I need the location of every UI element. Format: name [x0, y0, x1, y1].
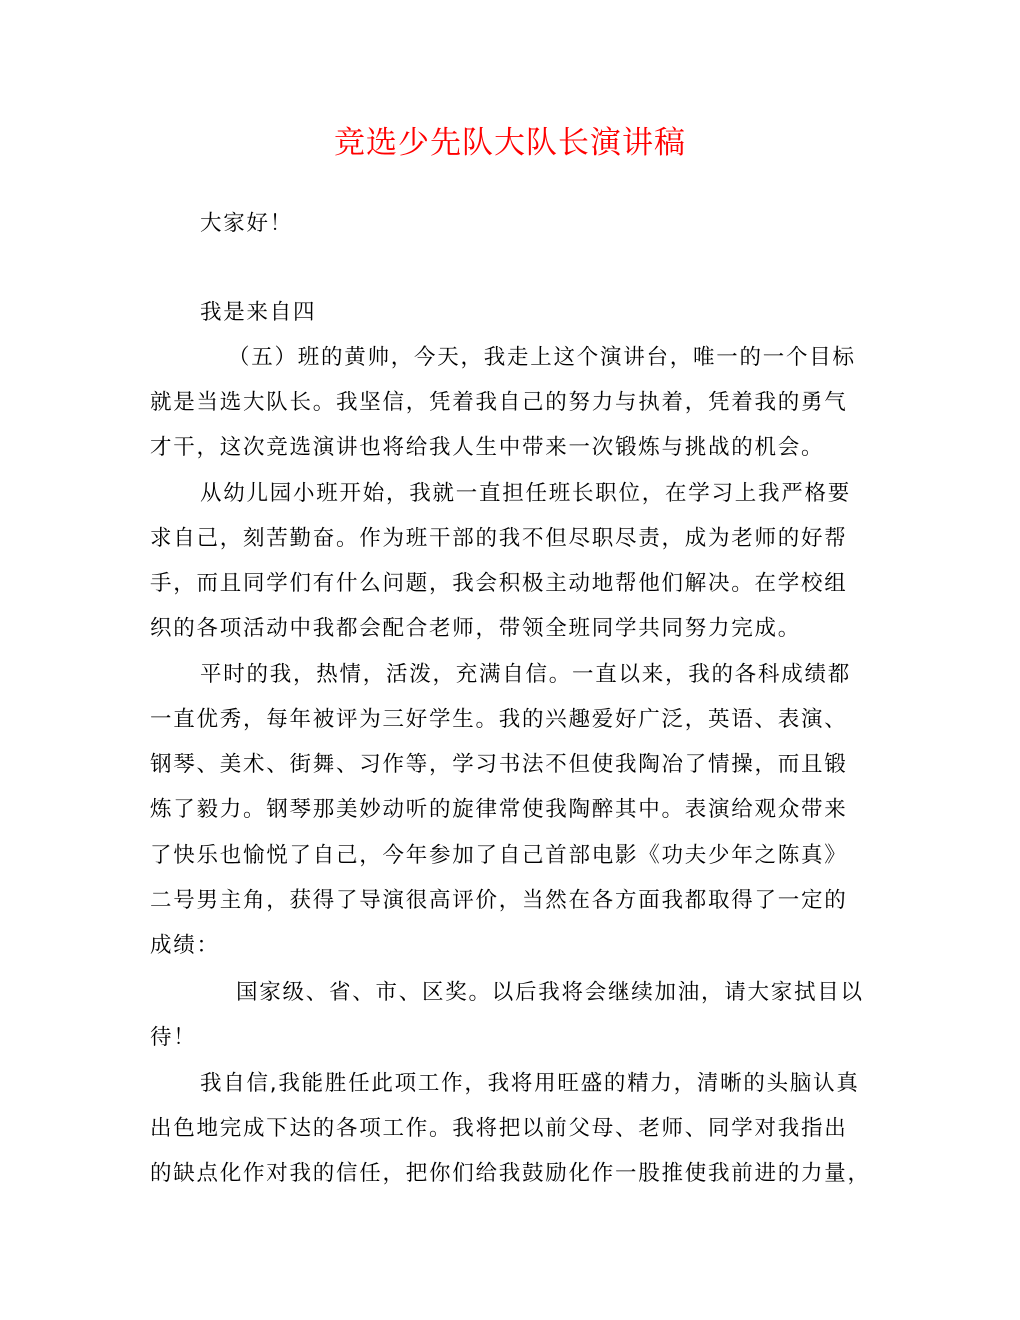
text-line: 我是来自四 — [200, 300, 317, 325]
text-line: 的缺点化作对我的信任，把你们给我鼓励化作一股推使我前进的力量， — [150, 1161, 871, 1186]
text-line: （五）班的黄帅，今天，我走上这个演讲台，唯一的一个目标 — [228, 345, 856, 370]
text-line: 平时的我，热情，活泼，充满自信。一直以来，我的各科成绩都 — [200, 662, 852, 687]
text-line: 了快乐也愉悦了自己，今年参加了自己首部电影《功夫少年之陈真》 — [150, 843, 848, 868]
text-line: 手，而且同学们有什么问题，我会积极主动地帮他们解决。在学校组 — [150, 571, 848, 596]
text-line: 才干，这次竞选演讲也将给我人生中带来一次锻炼与挑战的机会。 — [150, 435, 825, 460]
text-line: 织的各项活动中我都会配合老师，带领全班同学共同努力完成。 — [150, 616, 802, 641]
text-line: 就是当选大队长。我坚信，凭着我自己的努力与执着，凭着我的勇气 — [150, 390, 848, 415]
text-line: 待！ — [150, 1025, 197, 1050]
text-line: 大家好！ — [200, 211, 294, 236]
text-line: 炼了毅力。钢琴那美妙动听的旋律常使我陶醉其中。表演给观众带来 — [150, 797, 848, 822]
text-line: 从幼儿园小班开始，我就一直担任班长职位，在学习上我严格要 — [200, 481, 852, 506]
document-title: 竞选少先队大队长演讲稿 — [334, 125, 686, 161]
text-line: 出色地完成下达的各项工作。我将把以前父母、老师、同学对我指出 — [150, 1116, 848, 1141]
text-line: 一直优秀，每年被评为三好学生。我的兴趣爱好广泛，英语、表演、 — [150, 707, 848, 732]
text-line: 成绩： — [150, 933, 220, 958]
text-line: 钢琴、美术、街舞、习作等，学习书法不但使我陶冶了情操，而且锻 — [150, 752, 848, 777]
text-line: 国家级、省、市、区奖。以后我将会继续加油，请大家拭目以 — [236, 980, 864, 1005]
text-line: 求自己，刻苦勤奋。作为班干部的我不但尽职尽责，成为老师的好帮 — [150, 526, 848, 551]
text-line: 二号男主角，获得了导演很高评价，当然在各方面我都取得了一定的 — [150, 888, 848, 913]
text-line: 我自信,我能胜任此项工作，我将用旺盛的精力，清晰的头脑认真 — [200, 1071, 860, 1096]
